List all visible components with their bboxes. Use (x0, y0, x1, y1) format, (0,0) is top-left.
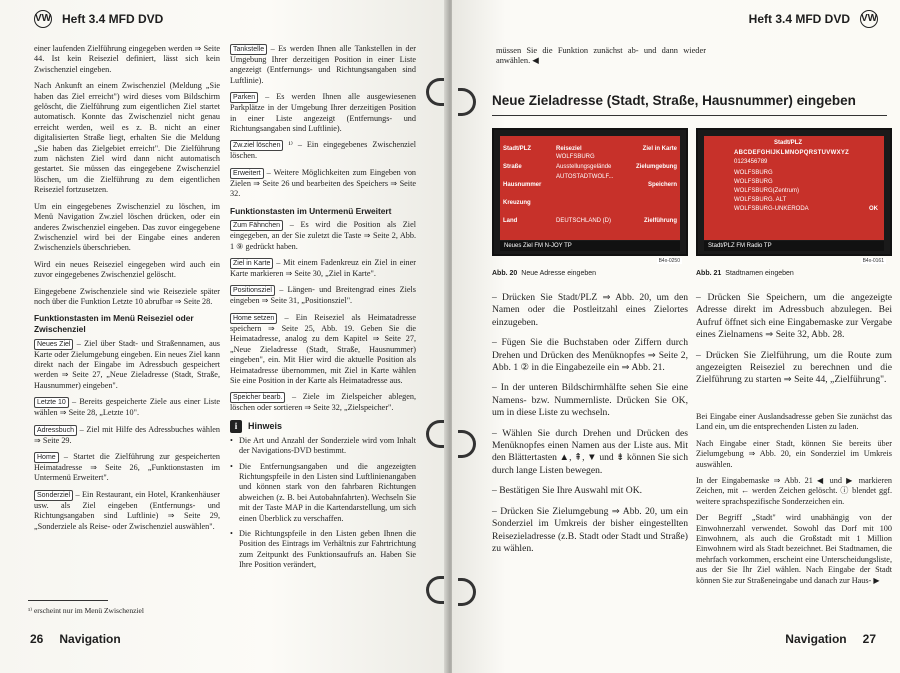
function-desc: – Ein Reiseziel als Heimatadresse speichern ⇒ Seite 25, Abb. 19. Geben Sie die Heimatadresse, analog zu dem Kapitel ⇒ Seite 27, „Neue Zieladresse (Stadt, Straße, Hausnummer) eingeben", ein. Mit Hier wird die aktuelle Position als Heimatadresse übernommen, mit Ziel in Karte wählen Sie eine Position in der Karte als Heimatadresse aus. (230, 312, 417, 385)
subheading: Funktionstasten im Untermenü Erweitert (230, 205, 392, 216)
function-item (34, 339, 220, 392)
instruction-step: – Drücken Sie Stadt/PLZ ⇒ Abb. 20, um den Namen oder die Postleitzahl eines Zielortes einzugeben. (492, 292, 688, 328)
screen-softkey: Zielführung (644, 218, 677, 224)
page-footer-right (785, 632, 876, 646)
instruction-step: – Drücken Sie Zielführung, um die Route zum angezeigten Reiseziel zu berechnen und die Zielführung zu starten ⇒ Seite 44, „Zielführung". (696, 349, 892, 386)
screen-value: Ausstellungsgelände (556, 164, 612, 170)
screen-label: Hausnummer (503, 182, 542, 188)
screen-softkey: Speichern (647, 182, 677, 188)
screen-digits: 0123456789 (734, 159, 768, 165)
figure-code: B4x-0161 (862, 258, 884, 264)
function-desc: – Es werden Ihnen alle Tankstellen in der Umgebung Ihrer derzeitigen Position in einer Liste angezeigt (Entfernungs- und Richtungsangaben sind Luftlinie). (230, 44, 416, 85)
left-column-2 (230, 44, 416, 576)
paragraph: Bei Eingabe einer Auslandsadresse geben Sie zunächst das Land ein, um die entsprechenden Listen zu laden. (696, 412, 892, 432)
function-key: Sonderziel (34, 490, 73, 501)
screen-list-item: WOLFSBURG (734, 170, 773, 176)
screen-softkey: Zielumgebung (636, 164, 677, 170)
screen-list-item: WOLFSBURG(Zentrum) (734, 188, 800, 194)
instruction-step: – Fügen Sie die Buchstaben oder Ziffern durch Drehen und Drücken des Menüknopfes ⇒ Seite 2, Abb. 1 ② in die Eingabezeile ein ⇒ Abb. 21. (492, 337, 688, 374)
function-desc: – Bereits gespeicherte Ziele aus einer Liste wählen ⇒ Seite 28, „Letzte 10". (34, 397, 220, 418)
footer-label: Navigation (59, 632, 121, 646)
instruction-step: – Drücken Sie Speichern, um die angezeigte Adresse direkt im Adressbuch abzulegen. Bei Aufruf öffnet sich eine Eingabemaske zur Vergabe eines Zielnamens ⇒ Seite 32, Abb. 28. (696, 292, 892, 341)
screen-status-bar: Neues Ziel FM N-JOY TP (500, 241, 680, 251)
function-desc: – Ein Restaurant, ein Hotel, Krankenhäuser usw. als Ziel eingeben (Entfernungs- und Richtungsangaben sind Luftlinie) ⇒ Seite 29, „Sonderziele als Reise- oder Zwischenziel auswählen". (34, 489, 220, 531)
function-key: Speicher bearb. (230, 392, 285, 403)
function-key: Neues Ziel (34, 339, 73, 350)
screen-ok-key: OK (869, 206, 878, 212)
hint-title: Hinweis (248, 421, 283, 432)
function-key: Home (34, 452, 59, 463)
function-item (230, 140, 416, 161)
header-title: Heft 3.4 MFD DVD (748, 12, 850, 26)
section-title: Neue Zieladresse (Stadt, Straße, Hausnummer) eingeben (492, 93, 856, 108)
right-top-text (496, 46, 706, 73)
screen-value: DEUTSCHLAND (D) (556, 218, 612, 224)
screen-status-bar: Stadt/PLZ FM Radio TP (704, 241, 884, 251)
function-item (230, 168, 416, 200)
function-desc: – Ziel mit Hilfe des Adressbuches wählen ⇒ Seite 29. (34, 424, 220, 445)
function-desc: – Es wird die Position als Ziel eingegeben, an der Sie zuletzt die Taste ⇒ Seite 2, Abb. 1 ⑨ gedrückt haben. (230, 220, 416, 251)
screen-list-item: WOLFSBURG. ALT (734, 197, 787, 203)
binding-ring-icon (426, 78, 444, 106)
paragraph: Wird ein neues Reiseziel eingegeben wird auch ein zuvor eingegebenes Zwischenziel gelöscht. (34, 259, 220, 280)
function-key: Positionsziel (230, 285, 275, 296)
figure-number: Abb. 21 (696, 270, 722, 277)
instruction-step: – Drücken Sie Zielumgebung ⇒ Abb. 20, um ein Sonderziel im Umkreis der bisher eingestellten Reisezieladresse (z.B. Stadt oder Stadt und Straße) zu wählen. (492, 505, 688, 554)
paragraph: In der Eingabemaske ⇒ Abb. 21 ◀ und ▶ markieren Zeichen, mit ← werden Zeichen gelöscht. ⓘ blendet ggf. weitere sprachspezifische Sonderzeichen ein. (696, 476, 892, 506)
figure-caption: Neue Adresse eingeben (521, 270, 597, 277)
binding-ring-icon (458, 578, 476, 606)
binding-ring-icon (458, 88, 476, 116)
function-item (34, 452, 220, 484)
function-key: Zum Fähnchen (230, 220, 283, 231)
function-desc: – Ziel über Stadt- und Straßennamen, aus Karte oder Zielumgebung eingeben. Ein neues Ziel kann direkt nach der Eingabe im Adressbuch gespeichert werden ⇒ Seite 27, „Neue Zieladresse (Stadt, Straße, Hausnummer) eingeben". (34, 338, 220, 390)
function-desc: – Es werden Ihnen alle ausgewiesenen Parkplätze in der Umgebung Ihrer derzeitigen Position in einer Liste angezeigt (Entfernungs- und Richtungsangaben sind Luftlinie). (230, 92, 416, 134)
function-item (34, 397, 220, 418)
vw-logo-icon: VW (34, 10, 52, 28)
function-item (230, 392, 416, 413)
figure-20-caption (492, 270, 596, 277)
function-key: Adressbuch (34, 425, 77, 436)
function-item (230, 285, 416, 306)
page-number: 27 (862, 632, 876, 646)
function-key: Home setzen (230, 313, 277, 324)
left-column-1 (34, 44, 220, 538)
screen-title: Stadt/PLZ (774, 140, 802, 146)
function-desc: – Startet die Zielführung zur gespeicherten Heimatadresse ⇒ Seite 26, „Funktionstasten im Untermenü Erweitert". (34, 451, 220, 483)
footnote-rule (28, 600, 108, 601)
screen-list-item: WOLFSBURG (734, 179, 773, 185)
function-item (34, 425, 220, 446)
binding-ring-icon (426, 576, 444, 604)
function-key: Zw.ziel löschen (230, 140, 283, 151)
header-title: Heft 3.4 MFD DVD (62, 12, 164, 26)
right-column-2 (696, 292, 892, 395)
screen-list-item: WOLFSBURG-UNKERODA (734, 206, 809, 212)
paragraph: Nach Ankunft an einem Zwischenziel (Meldung „Sie haben das Ziel erreicht") wird dieses vom Bildschirm gelöscht, die Zielführung zum eigentlichen Ziel startet automatisch. Konnte das Zwischenziel nicht genau erreicht werden, weil es z. B. nicht an einer digitalisierten Straße liegt, erhalten Sie die Meldung „Sie haben das Zielgebiet erreicht". Die Zielführung zum nächsten Ziel wird dann nicht automatisch gestartet. Sie müssen das eingegebene Zwischenziel löschen, um die Zielführung zu dem eigentlichen Reiseziel fortzusetzen. (34, 81, 220, 195)
page-26 (0, 0, 448, 673)
function-desc: – Längen- und Breitengrad eines Ziels eingeben ⇒ Seite 31, „Positionsziel". (230, 285, 416, 306)
screen-display (500, 136, 680, 240)
function-item (230, 44, 416, 86)
instruction-step: – In der unteren Bildschirmhälfte sehen Sie eine Namens- bzw. Nummernliste. Drücken Sie OK, um in diese Liste zu wechseln. (492, 382, 688, 419)
figure-number: Abb. 20 (492, 270, 518, 277)
figure-caption: Stadtnamen eingeben (725, 270, 794, 277)
function-key: Parken (230, 92, 258, 103)
function-key: Tankstelle (230, 44, 267, 55)
subheading: Funktionstasten im Menü Reiseziel oder Zwischenziel (34, 313, 194, 334)
function-item (230, 220, 416, 252)
hint-list (230, 436, 416, 571)
paragraph: Der Begriff „Stadt" wird unabhängig von der Einwohnerzahl verwendet. Sowohl das Dorf mit 100 Einwohnern, als auch die Großstadt mit 1 Million Einwohnern wird als Stadt bezeichnet. Bei Stadtnamen, die mehrfach vorkommen, erscheint eine Unterscheidungsliste, aus der Sie Ihr Ziel wählen. Nach Eingabe der Stadt können Sie zur Straßeneingabe und danach zur Haus- ▶ (696, 513, 892, 585)
paragraph: müssen Sie die Funktion zunächst ab- und dann wieder anwählen. ◀ (496, 46, 706, 66)
function-desc: – Weitere Möglichkeiten zum Eingeben von Zielen ⇒ Seite 26 und bearbeiten des Speichers ⇒ Seite 32. (230, 167, 417, 199)
screen-label: Land (503, 218, 518, 224)
footnote: ¹⁾ erscheint nur im Menü Zwischenziel (28, 606, 144, 615)
page-number: 26 (30, 632, 44, 646)
function-desc: – Mit einem Fadenkreuz ein Ziel in einer Karte markieren ⇒ Seite 30, „Ziel in Karte". (230, 258, 416, 279)
function-desc: – Ziele im Zielspeicher ablegen, löschen oder sortieren ⇒ Seite 32, „Zielspeicher". (230, 392, 416, 413)
function-item (34, 490, 220, 532)
page-footer-left (30, 632, 121, 646)
section-rule (492, 115, 887, 116)
figure-code: B4x-0250 (658, 258, 680, 264)
running-header-left (34, 10, 163, 28)
screen-value: AUTOSTADTWOLF... (556, 174, 614, 180)
screen-label: Stadt/PLZ (503, 146, 531, 152)
screen-value: WOLFSBURG (556, 154, 595, 160)
screen-softkey: Ziel in Karte (642, 146, 677, 152)
paragraph: Eingegebene Zwischenziele sind wie Reiseziele später noch über die Funktion Letzte 10 abrufbar ⇒ Seite 28. (34, 286, 220, 306)
hint-item: • Die Entfernungsangaben und die angezeigten Richtungspfeile in den Listen sind Luftlinienangaben und können stark von den fahrbaren Richtungen abweichen (z. B. bei Autobahnfahrten). Wechseln Sie mit der Taste MAP in die Kartendarstellung, um sich einen Überblick zu verschaffen. (230, 462, 416, 524)
right-column-2-notes (696, 412, 892, 592)
instruction-step: – Bestätigen Sie Ihre Auswahl mit OK. (492, 485, 643, 497)
instruction-step: – Wählen Sie durch Drehen und Drücken des Menüknopfes einen Namen aus der Liste aus. Mit den Blättertasten ▲, ⇞, ▼ und ⇟ können Sie sich durch lange Listen bewegen. (492, 427, 688, 476)
screen-value: Reiseziel (556, 146, 582, 152)
figure-21-caption (696, 270, 794, 277)
hint-item: • Die Richtungspfeile in den Listen geben Ihnen die Position des Eintrags im Verhältnis zur Fahrtrichtung zum Zeitpunkt des Funktionsaufrufs an. Haben Sie Ihre Position verändert, (230, 529, 416, 571)
binding-ring-icon (426, 420, 444, 448)
footer-label: Navigation (785, 632, 847, 646)
hint-heading (230, 420, 416, 433)
figure-21-screen (696, 128, 892, 264)
function-item (230, 92, 416, 134)
function-item (230, 313, 416, 386)
page-27 (452, 0, 900, 673)
function-item (230, 258, 416, 279)
screen-alphabet: ABCDEFGHIJKLMNOPQRSTUVWXYZ (734, 150, 850, 156)
vw-logo-icon: VW (860, 10, 878, 28)
screen-label: Kreuzung (503, 200, 531, 206)
figure-20-screen (492, 128, 688, 264)
paragraph: einer laufenden Zielführung eingegeben werden ⇒ Seite 44. Ist kein Reiseziel definiert, lässt sich kein Zwischenziel eingeben. (34, 44, 220, 74)
right-column-1 (492, 292, 688, 563)
function-desc: ¹⁾ – Ein eingegebenes Zwischenziel löschen. (230, 140, 416, 161)
binding-ring-icon (458, 430, 476, 458)
paragraph: Um ein eingegebenes Zwischenziel zu löschen, im Menü Navigation Zw.ziel löschen drücken, oder ein anderes Zwischenziel eingeben. Das zuvor eingegebene Zwischenziel wird bei der Eingabe eines anderen Zwischenziels überschrieben. (34, 201, 220, 253)
screen-label: Straße (503, 164, 522, 170)
info-icon: i (230, 420, 242, 433)
function-key: Ziel in Karte (230, 258, 273, 269)
running-header-right (749, 10, 878, 28)
hint-item: • Die Art und Anzahl der Sonderziele wird vom Inhalt der Navigations-DVD bestimmt. (230, 436, 416, 457)
function-key: Letzte 10 (34, 397, 69, 408)
screen-display (704, 136, 884, 240)
paragraph: Nach Eingabe einer Stadt, können Sie bereits über Zielumgebung ⇒ Abb. 20, ein Sonderziel im Umkreis auswählen. (696, 438, 892, 469)
function-key: Erweitert (230, 168, 264, 179)
